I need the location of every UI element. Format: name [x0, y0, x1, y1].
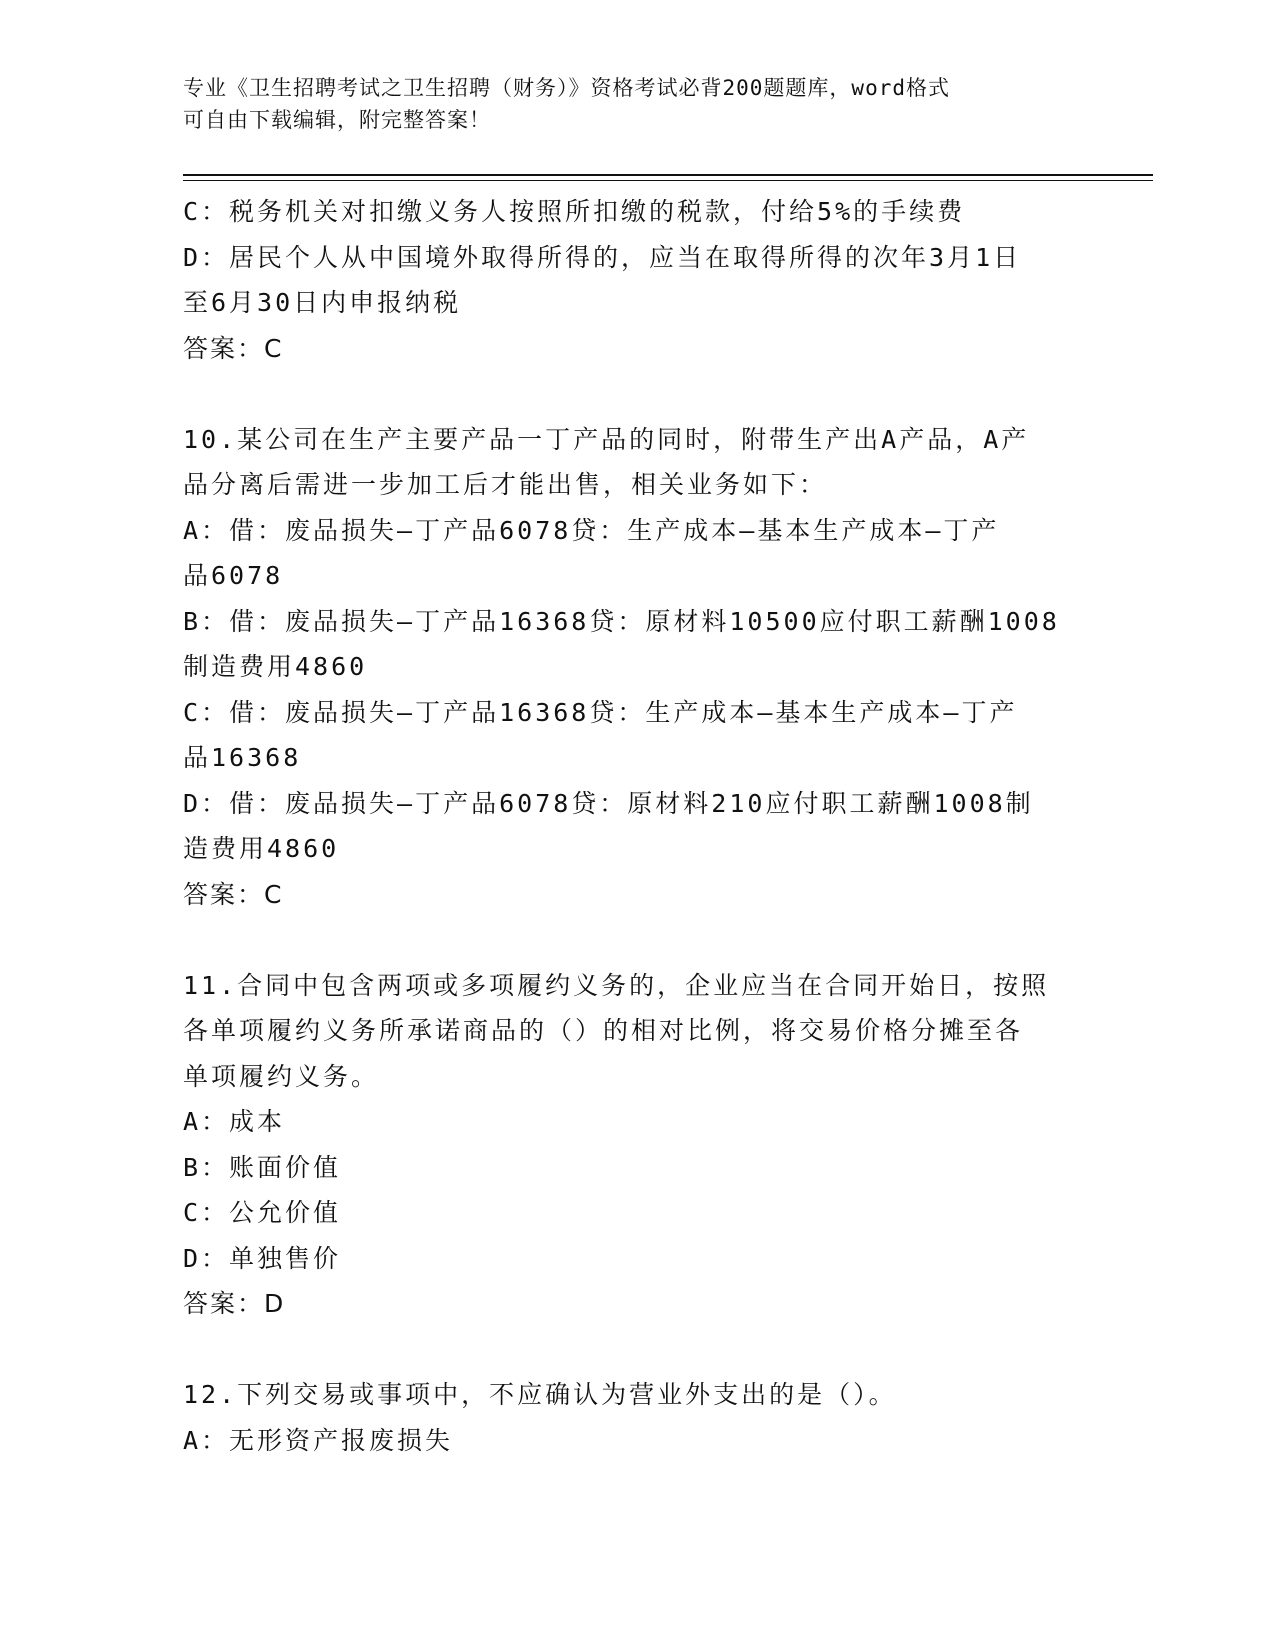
question-12	[183, 1372, 1113, 1463]
question-stem: 10.某公司在生产主要产品一丁产品的同时，附带生产出A产品，A产	[183, 424, 1030, 454]
header-divider-thick	[183, 174, 1153, 176]
question-11	[183, 963, 1113, 1327]
header-line-1: 专业《卫生招聘考试之卫生招聘（财务）》资格考试必背200题题库，word格式	[183, 76, 950, 100]
option-c-cont: 品16368	[183, 743, 302, 772]
option-c: C：税务机关对扣缴义务人按照所扣缴的税款，付给5%的手续费	[183, 197, 966, 226]
answer: 答案：C	[183, 879, 284, 909]
option-a: A：借：废品损失—丁产品6078贷：生产成本—基本生产成本—丁产	[183, 515, 1000, 545]
spacer	[183, 371, 1113, 417]
option-d: D：居民个人从中国境外取得所得的，应当在取得所得的次年3月1日	[183, 242, 1022, 272]
document-header	[183, 72, 1063, 136]
option-a-cont: 品6078	[183, 561, 284, 590]
question-stem: 11.合同中包含两项或多项履约义务的，企业应当在合同开始日，按照	[183, 970, 1050, 1000]
question-stem-cont: 单项履约义务。	[183, 1061, 380, 1091]
option-b: B：借：废品损失—丁产品16368贷：原材料10500应付职工薪酬1008	[183, 606, 1060, 636]
option-c: C：公允价值	[183, 1198, 342, 1227]
question-stem: 12.下列交易或事项中，不应确认为营业外支出的是（）。	[183, 1380, 897, 1409]
option-d-cont: 至6月30日内申报纳税	[183, 288, 462, 317]
option-a: A：成本	[183, 1107, 286, 1136]
question-stem-cont: 品分离后需进一步加工后才能出售，相关业务如下：	[183, 470, 828, 499]
header-divider-thin	[183, 180, 1153, 181]
option-d-cont: 造费用4860	[183, 834, 340, 863]
answer: 答案：C	[183, 333, 284, 363]
option-b: B：账面价值	[183, 1152, 342, 1182]
question-stem-cont: 各单项履约义务所承诺商品的（）的相对比例，将交易价格分摊至各	[183, 1016, 1024, 1045]
spacer	[183, 917, 1113, 963]
option-b-cont: 制造费用4860	[183, 652, 368, 681]
document-body	[183, 189, 1113, 1463]
question-9-tail	[183, 189, 1113, 371]
answer: 答案：D	[183, 1289, 286, 1318]
option-d: D：借：废品损失—丁产品6078贷：原材料210应付职工薪酬1008制	[183, 788, 1034, 818]
spacer	[183, 1327, 1113, 1373]
option-d: D：单独售价	[183, 1243, 342, 1273]
option-a: A：无形资产报废损失	[183, 1425, 454, 1455]
header-line-2: 可自由下载编辑，附完整答案！	[183, 108, 491, 132]
question-10	[183, 417, 1113, 918]
option-c: C：借：废品损失—丁产品16368贷：生产成本—基本生产成本—丁产	[183, 697, 1018, 727]
